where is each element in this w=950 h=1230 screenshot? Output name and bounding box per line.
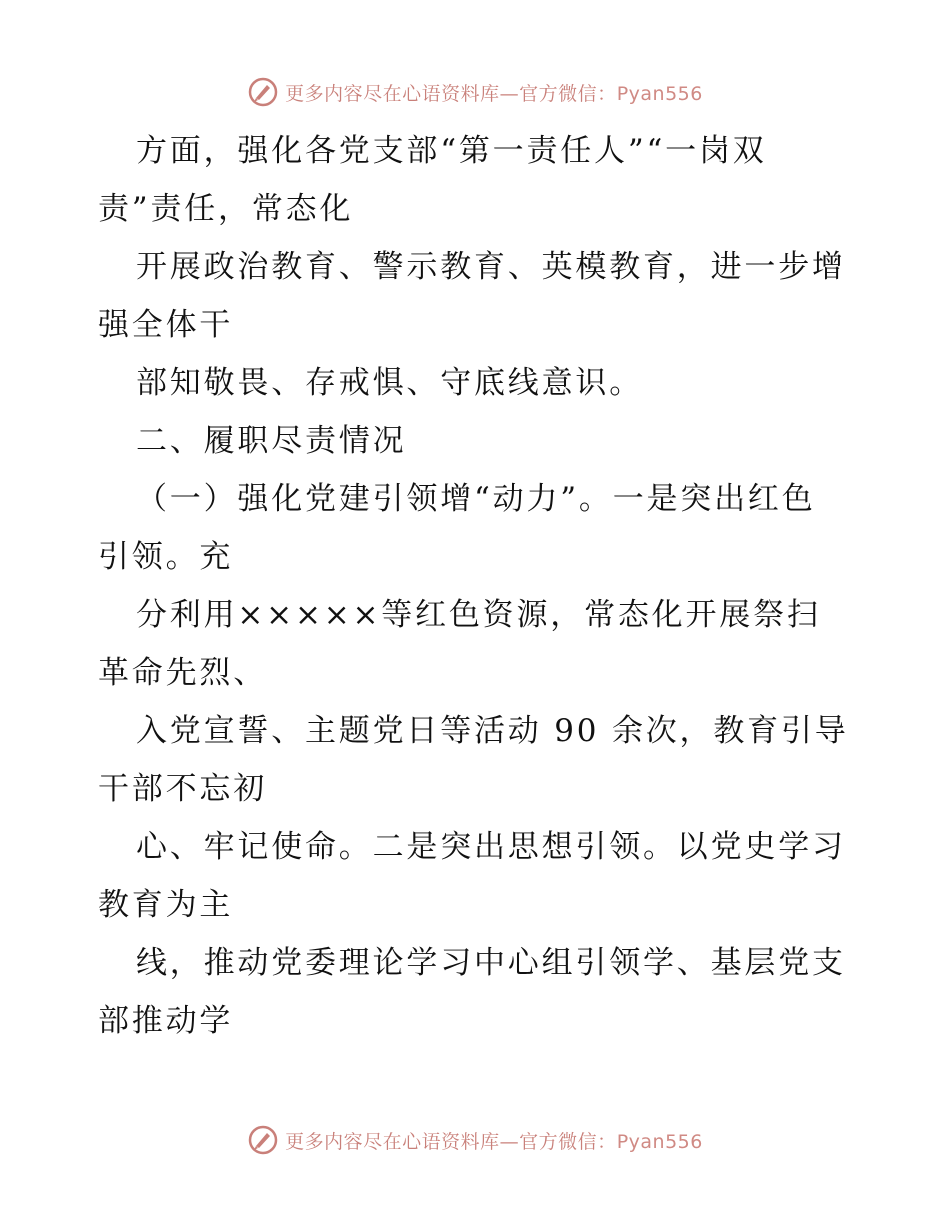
document-body — [98, 122, 858, 1050]
watermark-site: 更多内容尽在心语资料库 — [285, 82, 500, 105]
watermark-text — [285, 79, 703, 106]
footer-watermark — [0, 1120, 950, 1160]
paragraph-line: 责”责任，常态化 — [98, 191, 354, 227]
paragraph-line: 部知敬畏、存戒惧、守底线意识。 — [136, 365, 643, 401]
paragraph-line: 强全体干 — [98, 307, 234, 343]
paragraph-line: 引领。充 — [98, 539, 234, 575]
watermark-site: 更多内容尽在心语资料库 — [285, 1130, 500, 1153]
quill-seal-icon — [247, 1124, 279, 1156]
paragraph-line: 心、牢记使命。二是突出思想引领。以党史学习 — [136, 829, 846, 865]
watermark-separator: — — [499, 1130, 520, 1153]
watermark-wechat-id: Pyan556 — [616, 1130, 703, 1153]
watermark-wechat-label: 官方微信： — [519, 1130, 617, 1153]
paragraph-line: （一）强化党建引领增“动力”。一是突出红色 — [136, 481, 816, 517]
watermark-separator: — — [499, 82, 520, 105]
paragraph-line: 开展政治教育、警示教育、英模教育，进一步增 — [136, 249, 846, 285]
paragraph-line: 分利用×××××等红色资源，常态化开展祭扫 — [136, 597, 821, 633]
quill-seal-icon — [247, 76, 279, 108]
paragraph-line: 入党宣誓、主题党日等活动 90 余次，教育引导 — [136, 713, 849, 749]
paragraph-line: 线，推动党委理论学习中心组引领学、基层党支 — [136, 945, 846, 981]
paragraph-line: 教育为主 — [98, 887, 234, 923]
header-watermark — [0, 72, 950, 112]
watermark-wechat-label: 官方微信： — [519, 82, 617, 105]
paragraph-line: 革命先烈、 — [98, 655, 267, 691]
paragraph-line: 方面，强化各党支部“第一责任人”“一岗双 — [136, 133, 767, 169]
watermark-text — [285, 1127, 703, 1154]
paragraph-line: 部推动学 — [98, 1003, 234, 1039]
section-heading: 二、履职尽责情况 — [136, 423, 407, 459]
watermark-wechat-id: Pyan556 — [616, 82, 703, 105]
paragraph-line: 干部不忘初 — [98, 771, 267, 807]
